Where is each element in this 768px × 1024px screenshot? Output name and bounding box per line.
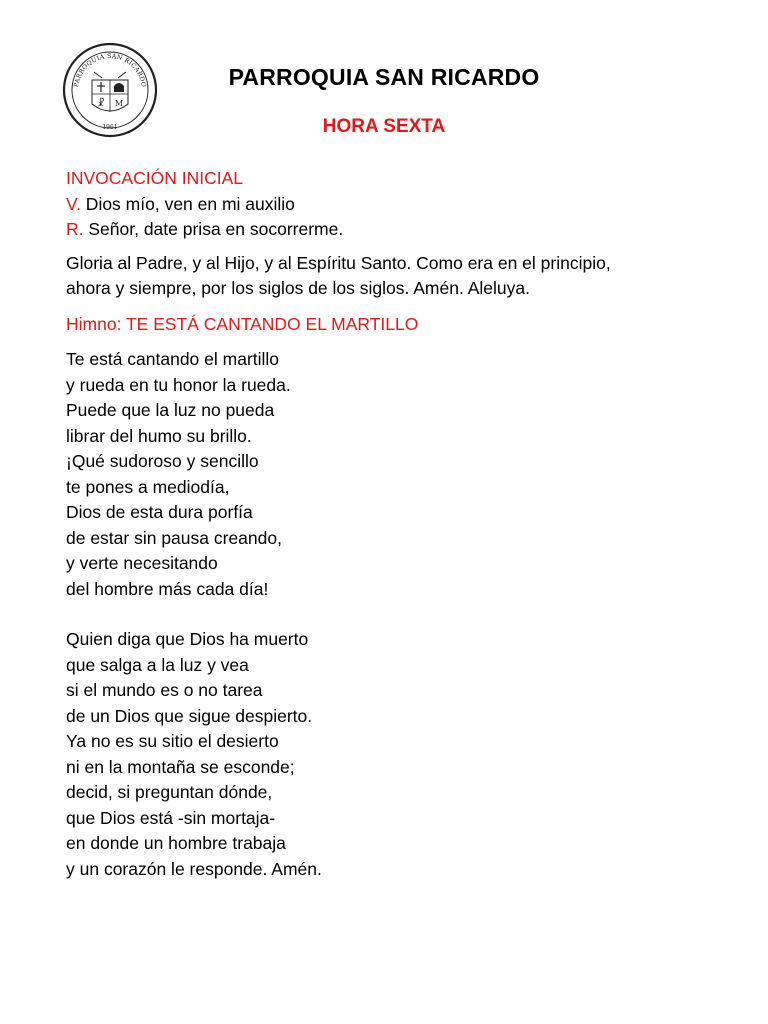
hymn-verse: y rueda en tu honor la rueda. xyxy=(66,374,291,395)
response-marker: R. xyxy=(66,219,84,239)
gloria-line: ahora y siempre, por los siglos de los siglos. Amén. Aleluya. xyxy=(66,278,530,298)
prayer-content xyxy=(66,166,726,882)
hymn-verse: Puede que la luz no pueda xyxy=(66,400,275,420)
svg-text:M: M xyxy=(114,99,124,108)
svg-text:☧: ☧ xyxy=(97,99,105,109)
gloria-line: Gloria al Padre, y al Hijo, y al Espíritu Santo. Como era en el principio, xyxy=(66,252,611,273)
hymn-verse: te pones a mediodía, xyxy=(66,476,230,497)
hymn-verse: Te está cantando el martillo xyxy=(66,349,280,369)
hymn-verse: de un Dios que sigue despierto. xyxy=(66,705,313,726)
versicle-marker: V. xyxy=(66,193,81,214)
hymn-verse: librar del humo su brillo. xyxy=(66,425,252,446)
hymn-verse: que Dios está -sin mortaja- xyxy=(66,807,276,828)
response-line xyxy=(66,217,726,243)
seal-text: PARROQUIA SAN RICARDO xyxy=(73,52,147,88)
hymn-verse: Dios de esta dura porfía xyxy=(66,502,253,522)
hymn-verse: y un corazón le responde. Amén. xyxy=(66,858,322,879)
response-text: Señor, date prisa en socorrerme. xyxy=(83,219,344,239)
invocation-heading: INVOCACIÓN INICIAL xyxy=(66,168,243,188)
hymn-verse: y verte necesitando xyxy=(66,553,218,573)
hour-title: HORA SEXTA xyxy=(322,116,446,137)
hymn-verse: del hombre más cada día! xyxy=(66,578,269,599)
hymn-verse: Ya no es su sitio el desierto xyxy=(66,731,279,751)
versicle-text: Dios mío, ven en mi auxilio xyxy=(80,193,295,214)
hymn-verse: que salga a la luz y vea xyxy=(66,654,249,675)
hymn-verse: ni en la montaña se esconde; xyxy=(66,756,295,777)
seal-year: 1961 xyxy=(102,124,118,131)
hymn-verse: ¡Qué sudoroso y sencillo xyxy=(66,451,259,471)
hymn-heading: Himno: TE ESTÁ CANTANDO EL MARTILLO xyxy=(66,313,419,334)
hymn-verse: Quien diga que Dios ha muerto xyxy=(66,629,309,649)
hymn-verse: si el mundo es o no tarea xyxy=(66,680,263,700)
hymn-verse: en donde un hombre trabaja xyxy=(66,833,286,853)
hymn-verse: de estar sin pausa creando, xyxy=(66,527,282,548)
hymn-verse: decid, si preguntan dónde, xyxy=(66,782,273,802)
parish-title: PARROQUIA SAN RICARDO xyxy=(228,64,540,90)
versicle-line xyxy=(66,192,726,218)
